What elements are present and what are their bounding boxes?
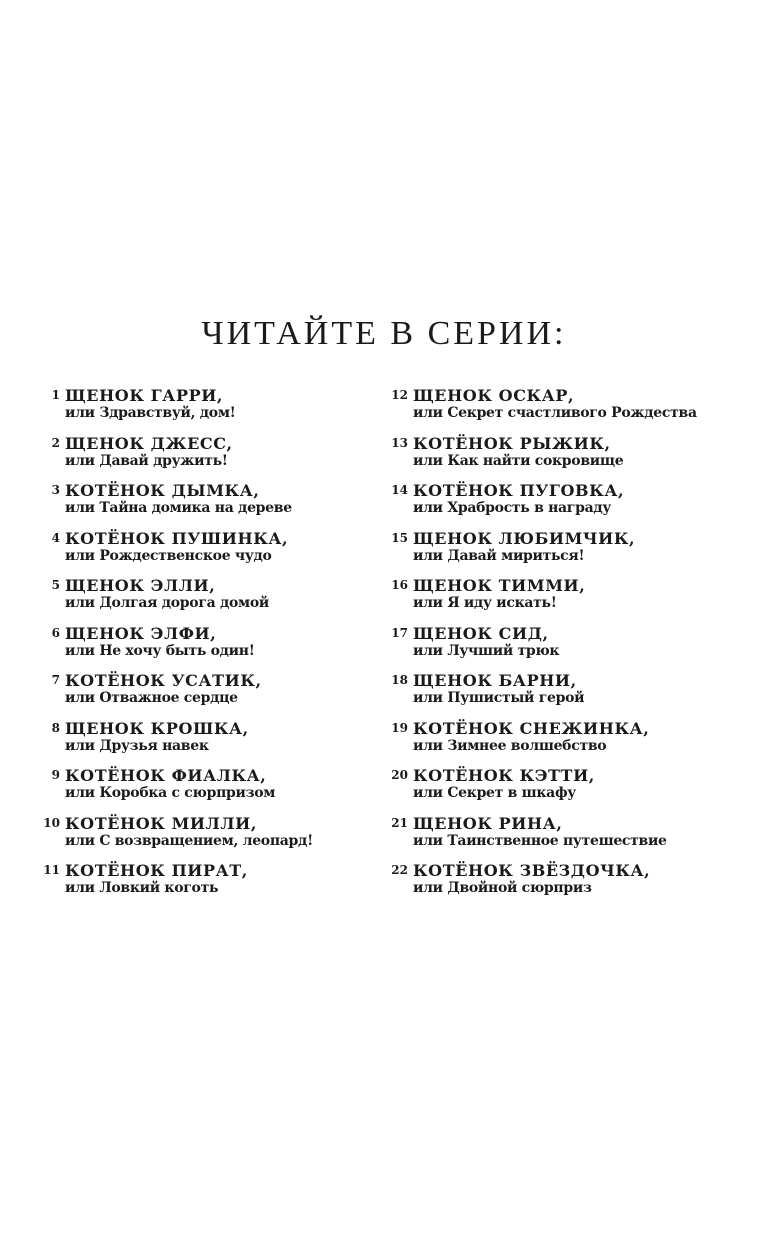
book-subtitle: или Коробка с сюрпризом xyxy=(65,785,276,801)
book-title: ЩЕНОК ЭЛФИ, xyxy=(65,623,217,643)
book-title: ЩЕНОК КРОШКА, xyxy=(65,718,249,738)
book-title: КОТЁНОК ПУШИНКА, xyxy=(65,528,289,548)
book-title: КОТЁНОК КЭТТИ, xyxy=(413,766,595,785)
book-title: КОТЁНОК РЫЖИК, xyxy=(413,433,611,453)
book-number: 7 xyxy=(51,673,60,687)
book-number: 19 xyxy=(391,720,408,735)
book-title: ЩЕНОК ДЖЕСС, xyxy=(65,433,233,453)
book-title: КОТЁНОК ДЫМКА, xyxy=(65,481,260,500)
book-subtitle: или Секрет счастливого Рождества xyxy=(413,405,697,421)
book-item xyxy=(30,576,360,624)
book-title: КОТЁНОК ПУГОВКА, xyxy=(413,481,625,500)
book-title: КОТЁНОК УСАТИК, xyxy=(65,671,262,690)
book-number: 2 xyxy=(51,435,60,450)
book-subtitle: или Давай дружить! xyxy=(65,452,228,469)
book-subtitle: или Пушистый герой xyxy=(413,690,585,706)
book-title: ЩЕНОК БАРНИ, xyxy=(413,671,577,690)
book-item xyxy=(378,529,758,577)
book-subtitle: или Ловкий коготь xyxy=(65,880,219,896)
book-subtitle: или Тайна домика на дереве xyxy=(65,500,292,516)
book-item xyxy=(378,481,758,529)
book-subtitle: или Таинственное путешествие xyxy=(413,832,667,849)
book-item xyxy=(378,814,758,862)
book-title: ЩЕНОК ТИММИ, xyxy=(413,576,586,595)
book-number: 1 xyxy=(51,388,60,402)
book-subtitle: или Друзья навек xyxy=(65,737,209,754)
book-number: 10 xyxy=(43,815,60,830)
book-item xyxy=(30,386,360,434)
book-title: КОТЁНОК ФИАЛКА, xyxy=(65,766,267,785)
book-item xyxy=(378,719,758,767)
book-number: 13 xyxy=(391,435,408,450)
book-number: 12 xyxy=(391,388,408,402)
book-item xyxy=(378,434,758,482)
book-number: 5 xyxy=(51,578,60,592)
book-number: 16 xyxy=(391,578,408,592)
book-subtitle: или Секрет в шкафу xyxy=(413,785,576,801)
book-subtitle: или Долгая дорога домой xyxy=(65,595,270,611)
book-title: ЩЕНОК ОСКАР, xyxy=(413,386,575,405)
book-title: ЩЕНОК ЛЮБИМЧИК, xyxy=(413,528,636,548)
book-subtitle: или Здравствуй, дом! xyxy=(65,405,236,421)
book-number: 9 xyxy=(51,768,60,782)
book-subtitle: или Я иду искать! xyxy=(413,595,557,611)
book-number: 17 xyxy=(391,625,408,640)
book-subtitle: или Как найти сокровище xyxy=(413,452,624,469)
book-subtitle: или Двойной сюрприз xyxy=(413,880,592,896)
series-heading: ЧИТАЙТЕ В СЕРИИ: xyxy=(201,315,567,352)
book-number: 3 xyxy=(51,483,60,497)
book-title: КОТЁНОК СНЕЖИНКА, xyxy=(413,718,650,738)
book-subtitle: или Храбрость в награду xyxy=(413,500,612,516)
book-title: ЩЕНОК РИНА, xyxy=(413,813,563,833)
book-item xyxy=(30,529,360,577)
book-subtitle: или Зимнее волшебство xyxy=(413,737,607,754)
book-item xyxy=(30,814,360,862)
book-number: 20 xyxy=(391,768,408,782)
book-number: 14 xyxy=(391,483,408,497)
book-item xyxy=(378,861,758,909)
book-subtitle: или Лучший трюк xyxy=(413,642,560,659)
book-title: КОТЁНОК МИЛЛИ, xyxy=(65,813,257,833)
book-item xyxy=(30,719,360,767)
book-number: 8 xyxy=(51,720,60,735)
book-subtitle: или Отважное сердце xyxy=(65,690,238,706)
book-number: 6 xyxy=(51,625,60,640)
book-item xyxy=(30,671,360,719)
book-title: ЩЕНОК СИД, xyxy=(413,623,549,643)
book-number: 21 xyxy=(391,815,408,830)
book-item xyxy=(30,624,360,672)
book-subtitle: или Рождественское чудо xyxy=(65,547,272,564)
book-item xyxy=(30,766,360,814)
book-title: ЩЕНОК ГАРРИ, xyxy=(65,386,224,405)
book-item xyxy=(30,434,360,482)
book-item xyxy=(378,766,758,814)
book-item xyxy=(30,861,360,909)
book-item xyxy=(30,481,360,529)
book-list-left xyxy=(30,386,360,909)
book-subtitle: или С возвращением, леопард! xyxy=(65,832,313,849)
book-list-right xyxy=(378,386,758,909)
book-number: 22 xyxy=(391,863,408,877)
book-number: 15 xyxy=(391,530,408,545)
book-item xyxy=(378,671,758,719)
book-item xyxy=(378,624,758,672)
book-number: 4 xyxy=(51,530,60,545)
book-item xyxy=(378,386,758,434)
book-title: ЩЕНОК ЭЛЛИ, xyxy=(65,576,216,595)
book-subtitle: или Не хочу быть один! xyxy=(65,642,255,659)
book-title: КОТЁНОК ПИРАТ, xyxy=(65,861,248,880)
book-subtitle: или Давай мириться! xyxy=(413,547,585,564)
book-item xyxy=(378,576,758,624)
book-title: КОТЁНОК ЗВЁЗДОЧКА, xyxy=(413,861,651,880)
book-number: 18 xyxy=(391,673,408,687)
book-number: 11 xyxy=(43,863,60,877)
